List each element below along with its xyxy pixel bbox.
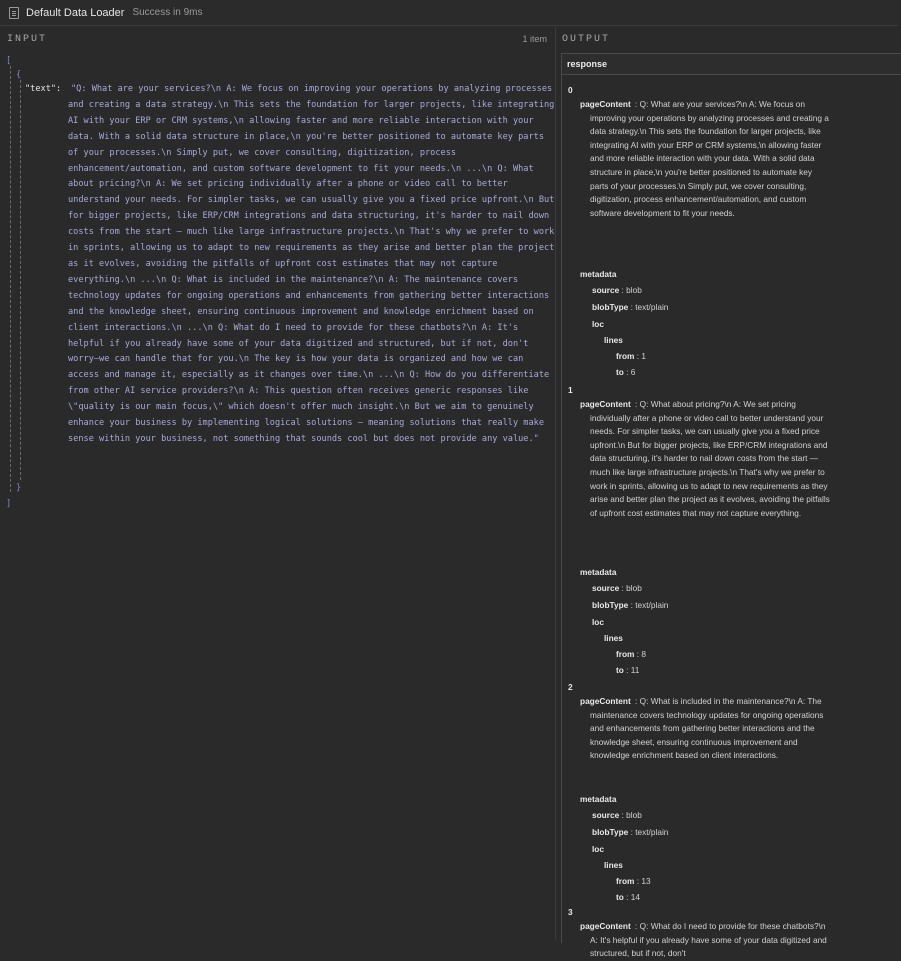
indent-guide	[10, 66, 11, 492]
lines-from-value: 8	[641, 649, 646, 659]
metadata-source: source : blob	[592, 583, 642, 593]
metadata-blobtype-value: text/plain	[635, 827, 669, 837]
metadata-blobtype-value: text/plain	[635, 302, 669, 312]
json-string-value[interactable]: "Q: What are your services?\n A: We focus on improving your operations by analyzing processes and creating a data strategy.\n This sets the foundation for larger projects, like integrating AI with your ERP or CRM systems,\n allowing faster and more reliable interaction with your data. With a solid data structure in place,\n you're better positioned to automate key parts of your processes.\n Simply put, we cover consulting, digitization, process enhancement/automation, and custom software development to fit your needs.\n ...\n Q: What about pricing?\n A: We set pricing individually after a phone or video call to better understand your needs. For simpler tasks, we can usually give you a fixed price upfront.\n But for bigger projects, like ERP/CRM integrations and data structuring, it's harder to nail down costs from the start — much like large infrastructure projects.\n That's why we prefer to work in sprints, allowing us to adapt to new requirements as they arise and better plan the project as it evolves, avoiding the pitfalls of upfront cost estimates that may not capture everything.\n ...\n Q: What is included in the maintenance?\n A: The maintenance covers technology updates for ongoing operations and enhancements from gathering better interactions and the knowledge sheet, ensuring continuous improvement and knowledge enrichment based on client interactions.\n ...\n Q: What do I need to provide for these chatbots?\n A: It's helpful if you already have some of your data digitized and structured, but if not, don't worry—we can handle that for you.\n The key is how your data is organized and how we can access and manage it, especially as it changes over time.\n ...\n Q: How do you differentiate from other AI service providers?\n A: This question often receives generic responses like \"quality is our main focus,\" which doesn't offer much insight.\n But we aim to genuinely enhance your business by implementing logical solutions — meaning solutions that really make sense within your business, not something that sounds cool but does not provide any value."	[68, 84, 560, 444]
lines-to-value: 6	[630, 367, 636, 377]
metadata-source-value: blob	[626, 810, 642, 820]
metadata-blobtype: blobType : text/plain	[592, 827, 669, 837]
page-content-value[interactable]: Q: What do I need to provide for these chatbots?\n A: It's helpful if you already have some of your data digitized and structured, but if not, don't	[590, 921, 827, 959]
metadata-source: source : blob	[592, 285, 642, 295]
document-icon	[9, 7, 19, 19]
json-key-text: "text":	[25, 84, 62, 94]
lines-to-key: to	[616, 367, 624, 377]
lines-key: lines	[604, 633, 623, 643]
lines-from-value: 1	[641, 351, 646, 361]
item-index: 2	[568, 682, 573, 692]
page-content-key: pageContent	[580, 921, 631, 931]
loc-key: loc	[592, 844, 604, 854]
item-index: 3	[568, 907, 573, 917]
input-panel	[0, 27, 560, 939]
page-content-field: pageContent : Q: What are your services?\n A: We focus on improving your operations by analyzing processes and creating a data strategy.\n This sets the foundation for larger projects, like integrating AI with your ERP or CRM systems,\n allowing faster and more reliable interaction with your data. With a solid data structure in place,\n you're better positioned to automate key parts of your processes.\n Simply put, we cover consulting, digitization, process enhancement/automation, and custom software development to fit your needs.	[580, 99, 829, 218]
metadata-key: metadata	[580, 269, 617, 279]
item-count: 1 item	[522, 34, 547, 44]
lines-from-value: 13	[641, 876, 651, 886]
page-content-key: pageContent	[580, 696, 631, 706]
lines-to-value: 14	[630, 892, 640, 902]
page-content-field: pageContent : Q: What about pricing?\n A: We set pricing individually after a phone or video call to better understand your needs. For simpler tasks, we can usually give you a fixed price upfront.\n But for bigger projects, like ERP/CRM integrations and data structuring, it's harder to nail down costs from the start — much like large infrastructure projects.\n That's why we prefer to work in sprints, allowing us to adapt to new requirements as they arise and better plan the project as it evolves, avoiding the pitfalls of upfront cost estimates that may not capture everything.	[580, 399, 830, 518]
array-open-bracket: [	[6, 56, 12, 66]
lines-to-key: to	[616, 665, 624, 675]
page-content-value[interactable]: Q: What is included in the maintenance?\n A: The maintenance covers technology updates for ongoing operations and enhancements from gathering better interactions and the knowledge sheet, ensuring continuous improvement and knowledge enrichment based on client interactions.	[590, 696, 824, 761]
page-content-field: pageContent : Q: What is included in the maintenance?\n A: The maintenance covers technology updates for ongoing operations and enhancements from gathering better interactions and the knowledge sheet, ensuring continuous improvement and knowledge enrichment based on client interactions.	[580, 696, 824, 761]
metadata-blobtype-key: blobType	[592, 600, 629, 610]
output-panel	[557, 27, 897, 959]
metadata-blobtype: blobType : text/plain	[592, 302, 669, 312]
page-content-key: pageContent	[580, 99, 631, 109]
metadata-key: metadata	[580, 567, 617, 577]
page-content-key: pageContent	[580, 399, 631, 409]
lines-from-key: from	[616, 649, 635, 659]
loc-key: loc	[592, 617, 604, 627]
lines-to-value: 11	[630, 665, 640, 675]
page-content-field: pageContent : Q: What do I need to provide for these chatbots?\n A: It's helpful if you already have some of your data digitized and structured, but if not, don't	[580, 921, 827, 959]
page-content-value[interactable]: Q: What about pricing?\n A: We set pricing individually after a phone or video call to better understand your needs. For simpler tasks, we can usually give you a fixed price upfront.\n But for bigger projects, like ERP/CRM integrations and data structuring, it's harder to nail down costs from the start — much like large infrastructure projects.\n That's why we prefer to work in sprints, allowing us to adapt to new requirements as they arise and better plan the project as it evolves, avoiding the pitfalls of upfront cost estimates that may not capture everything.	[590, 399, 830, 518]
lines-from-key: from	[616, 351, 635, 361]
node-title: Default Data Loader	[26, 6, 125, 19]
output-label: OUTPUT	[562, 34, 611, 45]
lines-to: to : 14	[616, 892, 640, 902]
column-header-response[interactable]: response	[562, 54, 901, 75]
metadata-blobtype: blobType : text/plain	[592, 600, 669, 610]
lines-from: from : 13	[616, 876, 651, 886]
indent-guide	[20, 80, 21, 480]
item-index: 1	[568, 385, 573, 395]
metadata-blobtype-value: text/plain	[635, 600, 669, 610]
metadata-blobtype-key: blobType	[592, 827, 629, 837]
metadata-source-key: source	[592, 583, 620, 593]
lines-key: lines	[604, 860, 623, 870]
metadata-source: source : blob	[592, 810, 642, 820]
lines-to: to : 11	[616, 665, 640, 675]
metadata-blobtype-key: blobType	[592, 302, 629, 312]
metadata-key: metadata	[580, 794, 617, 804]
run-status: Success in 9ms	[132, 7, 203, 18]
lines-key: lines	[604, 335, 623, 345]
metadata-source-key: source	[592, 810, 620, 820]
metadata-source-value: blob	[626, 285, 642, 295]
array-close-bracket: ]	[6, 499, 12, 509]
page-content-value[interactable]: Q: What are your services?\n A: We focus on improving your operations by analyzing processes and creating a data strategy.\n This sets the foundation for larger projects, like integrating AI with your ERP or CRM systems,\n allowing faster and more reliable interaction with your data. With a solid data structure in place,\n you're better positioned to automate key parts of your processes.\n Simply put, we cover consulting, digitization, process enhancement/automation, and custom software development to fit your needs.	[590, 99, 829, 218]
object-open-brace: {	[16, 70, 22, 80]
lines-to-key: to	[616, 892, 624, 902]
loc-key: loc	[592, 319, 604, 329]
lines-from: from : 1	[616, 351, 646, 361]
lines-to: to : 6	[616, 367, 636, 377]
lines-from: from : 8	[616, 649, 646, 659]
metadata-source-value: blob	[626, 583, 642, 593]
node-header	[0, 0, 897, 26]
input-label: INPUT	[7, 34, 48, 45]
item-index: 0	[568, 85, 573, 95]
metadata-source-key: source	[592, 285, 620, 295]
object-close-brace: }	[16, 483, 22, 493]
lines-from-key: from	[616, 876, 635, 886]
output-table[interactable]	[561, 53, 901, 959]
